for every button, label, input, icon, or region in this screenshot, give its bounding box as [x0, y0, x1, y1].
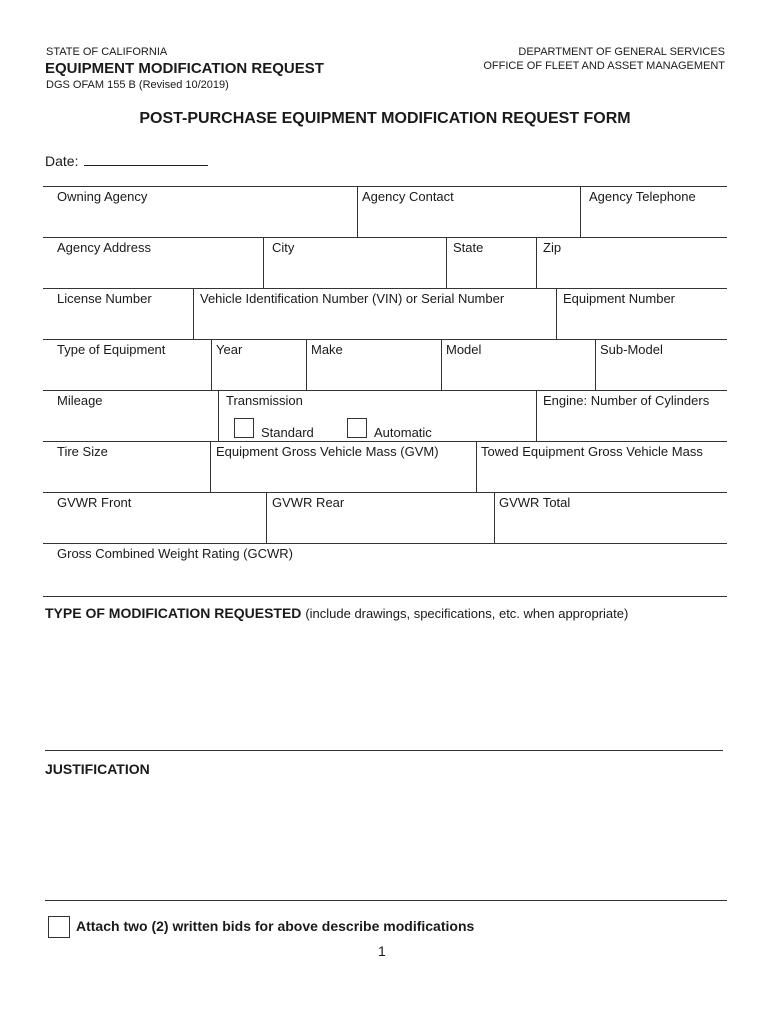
- mileage-field[interactable]: Mileage: [57, 393, 103, 408]
- tire-size-field[interactable]: Tire Size: [57, 444, 108, 459]
- form-name: EQUIPMENT MODIFICATION REQUEST: [45, 60, 324, 77]
- grid-divider: [263, 237, 264, 288]
- grid-divider: [494, 492, 495, 543]
- grid-line: [43, 288, 727, 289]
- grid-divider: [446, 237, 447, 288]
- grid-line: [43, 492, 727, 493]
- modification-note: (include drawings, specifications, etc. when appropriate): [305, 606, 629, 621]
- grid-line: [43, 237, 727, 238]
- grid-divider: [266, 492, 267, 543]
- modification-title: TYPE OF MODIFICATION REQUESTED: [45, 605, 302, 621]
- zip-field[interactable]: Zip: [543, 240, 562, 255]
- grid-line: [43, 441, 727, 442]
- date-label: Date:: [45, 153, 79, 169]
- agency-contact-field[interactable]: Agency Contact: [362, 189, 454, 204]
- make-field[interactable]: Make: [311, 342, 343, 357]
- modification-text-area[interactable]: [45, 626, 725, 748]
- model-field[interactable]: Model: [446, 342, 482, 357]
- sub-model-field[interactable]: Sub-Model: [600, 342, 663, 357]
- grid-divider: [580, 186, 581, 237]
- gvwr-rear-field[interactable]: GVWR Rear: [272, 495, 345, 510]
- transmission-label: Transmission: [226, 393, 303, 408]
- department-label: DEPARTMENT OF GENERAL SERVICES: [518, 46, 725, 58]
- grid-divider: [211, 339, 212, 390]
- grid-divider: [536, 237, 537, 288]
- grid-divider: [556, 288, 557, 339]
- attach-bids-checkbox[interactable]: [48, 916, 70, 938]
- grid-line: [43, 186, 727, 187]
- equipment-number-field[interactable]: Equipment Number: [563, 291, 675, 306]
- grid-line: [43, 543, 727, 544]
- automatic-label: Automatic: [374, 425, 432, 440]
- gvm-field[interactable]: Equipment Gross Vehicle Mass (GVM): [216, 444, 439, 459]
- section-divider: [45, 750, 723, 751]
- justification-title: JUSTIFICATION: [45, 761, 150, 777]
- grid-divider: [536, 390, 537, 441]
- grid-divider: [441, 339, 442, 390]
- office-label: OFFICE OF FLEET AND ASSET MANAGEMENT: [483, 60, 725, 72]
- page-number: 1: [378, 943, 386, 959]
- modification-heading: [45, 605, 628, 621]
- gvwr-front-field[interactable]: GVWR Front: [57, 495, 132, 510]
- date-field[interactable]: [84, 151, 208, 166]
- justification-text-area[interactable]: [45, 782, 725, 897]
- agency-telephone-field[interactable]: Agency Telephone: [589, 189, 696, 204]
- towed-gvm-field[interactable]: Towed Equipment Gross Vehicle Mass: [481, 444, 703, 459]
- automatic-checkbox[interactable]: [347, 418, 367, 438]
- grid-divider: [306, 339, 307, 390]
- city-field[interactable]: City: [272, 240, 295, 255]
- standard-checkbox[interactable]: [234, 418, 254, 438]
- owning-agency-field[interactable]: Owning Agency: [57, 189, 148, 204]
- type-of-equipment-field[interactable]: Type of Equipment: [57, 342, 166, 357]
- agency-address-field[interactable]: Agency Address: [57, 240, 151, 255]
- vin-field[interactable]: Vehicle Identification Number (VIN) or Serial Number: [200, 291, 505, 306]
- state-field[interactable]: State: [453, 240, 484, 255]
- section-divider: [45, 900, 727, 901]
- gcwr-field[interactable]: Gross Combined Weight Rating (GCWR): [57, 546, 293, 561]
- grid-divider: [193, 288, 194, 339]
- engine-cylinders-field[interactable]: Engine: Number of Cylinders: [543, 393, 710, 408]
- grid-line: [43, 390, 727, 391]
- grid-divider: [357, 186, 358, 237]
- grid-line: [43, 596, 727, 597]
- grid-divider: [595, 339, 596, 390]
- page-title: POST-PURCHASE EQUIPMENT MODIFICATION REQUEST FORM: [139, 110, 631, 127]
- gvwr-total-field[interactable]: GVWR Total: [499, 495, 571, 510]
- year-field[interactable]: Year: [216, 342, 243, 357]
- grid-divider: [476, 441, 477, 492]
- date-row: [45, 151, 208, 169]
- grid-divider: [218, 390, 219, 441]
- state-label: STATE OF CALIFORNIA: [46, 46, 168, 58]
- attach-bids-label: Attach two (2) written bids for above describe modifications: [76, 918, 475, 934]
- standard-label: Standard: [261, 425, 314, 440]
- grid-divider: [210, 441, 211, 492]
- grid-line: [43, 339, 727, 340]
- license-number-field[interactable]: License Number: [57, 291, 152, 306]
- form-id: DGS OFAM 155 B (Revised 10/2019): [46, 79, 229, 91]
